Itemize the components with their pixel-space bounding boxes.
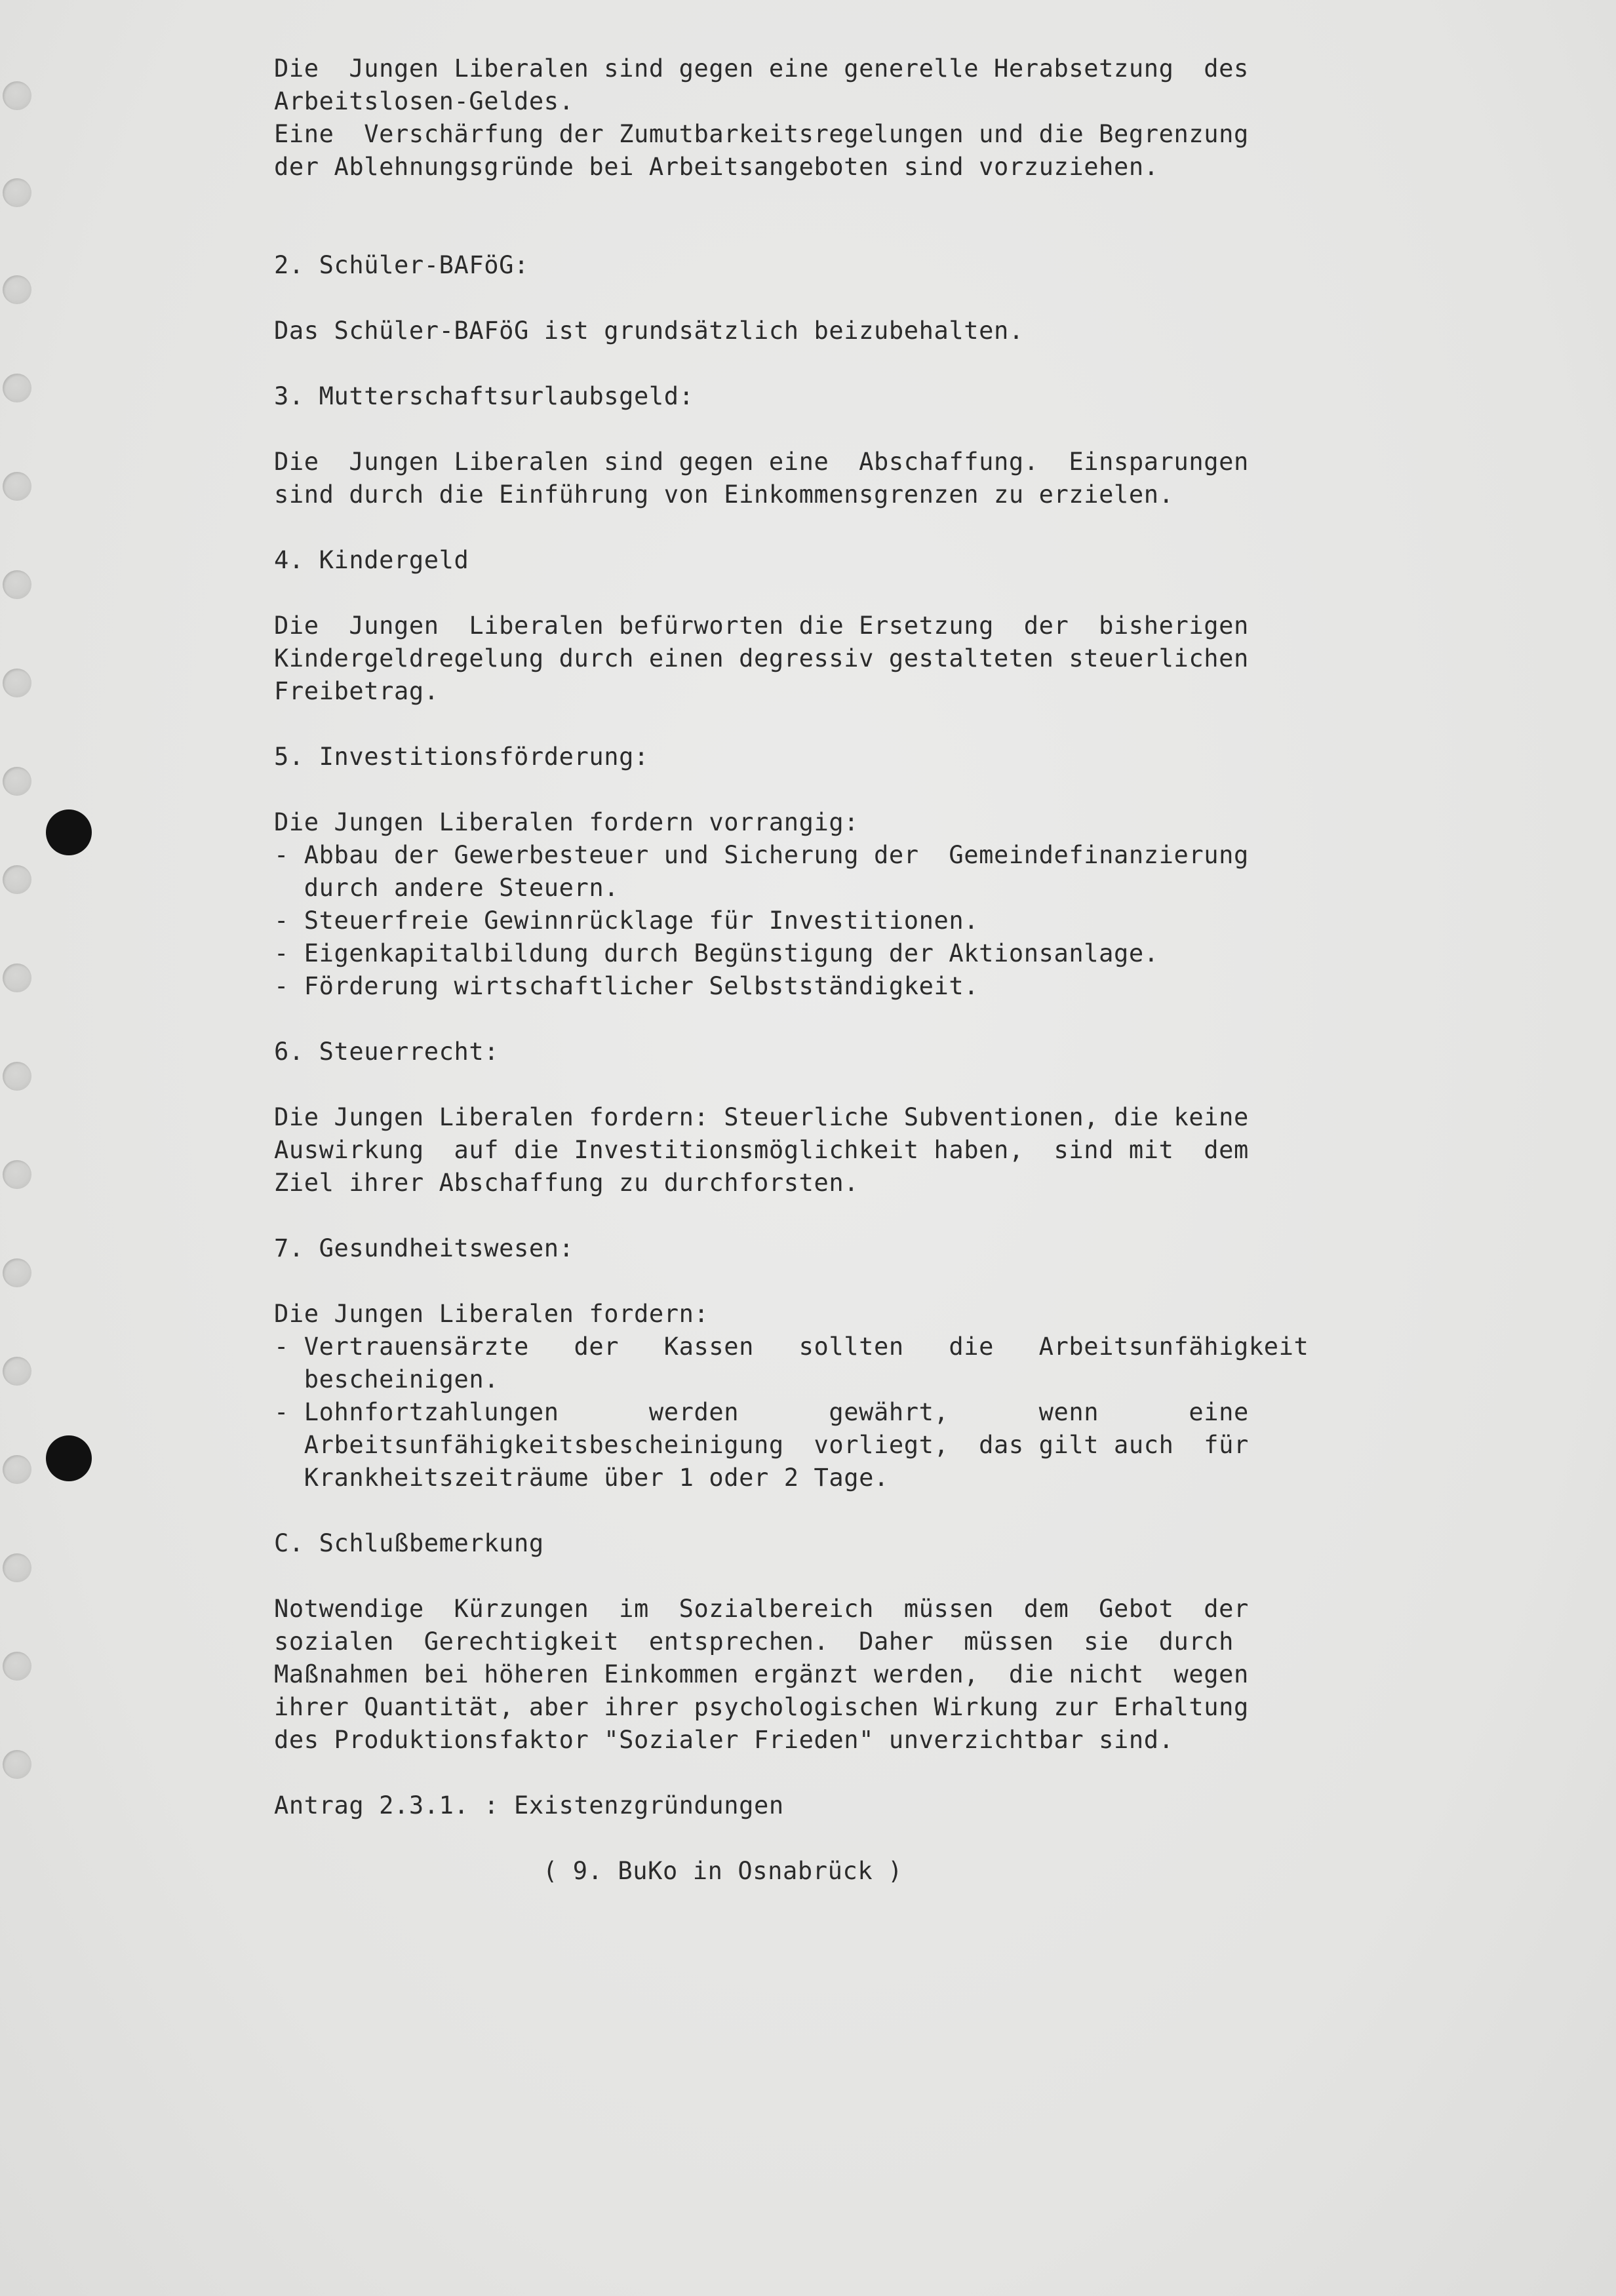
binder-hole — [3, 1357, 31, 1386]
list-item: - Eigenkapitalbildung durch Begünstigung der Aktionsanlage. — [274, 939, 1159, 967]
text-line: des Produktionsfaktor "Sozialer Frieden" unverzichtbar sind. — [274, 1726, 1174, 1754]
binder-hole — [3, 963, 31, 992]
list-item-continuation: bescheinigen. — [274, 1365, 500, 1393]
section-heading-kindergeld: 4. Kindergeld — [274, 546, 469, 574]
list-item: - Steuerfreie Gewinnrücklage für Investitionen. — [274, 906, 979, 935]
binder-hole — [3, 1160, 31, 1189]
binder-hole — [3, 178, 31, 207]
binder-hole — [3, 1652, 31, 1681]
list-item: - Abbau der Gewerbesteuer und Sicherung der Gemeindefinanzierung — [274, 841, 1249, 869]
list-item: - Vertrauensärzte der Kassen sollten die Arbeitsunfähigkeit — [274, 1333, 1309, 1361]
text-line: ihrer Quantität, aber ihrer psychologischen Wirkung zur Erhaltung — [274, 1693, 1249, 1721]
binder-hole — [3, 1258, 31, 1287]
binder-hole — [3, 472, 31, 501]
punch-hole — [46, 1435, 92, 1481]
binder-hole — [3, 767, 31, 796]
text-line: Die Jungen Liberalen fordern: — [274, 1300, 709, 1328]
binder-hole — [3, 1553, 31, 1582]
text-line: Notwendige Kürzungen im Sozialbereich müssen dem Gebot der — [274, 1595, 1249, 1623]
text-line: Die Jungen Liberalen fordern vorrangig: — [274, 808, 859, 836]
list-item-continuation: durch andere Steuern. — [274, 874, 620, 902]
binder-hole — [3, 669, 31, 697]
section-heading-schueler-bafoeg: 2. Schüler-BAFöG: — [274, 251, 529, 279]
text-line: Die Jungen Liberalen sind gegen eine Abschaffung. Einsparungen — [274, 448, 1249, 476]
text-line: Arbeitslosen-Geldes. — [274, 87, 574, 115]
section-heading-investitionsfoerderung: 5. Investitionsförderung: — [274, 743, 649, 771]
text-line: Auswirkung auf die Investitionsmöglichkeit haben, sind mit dem — [274, 1136, 1249, 1164]
binder-hole — [3, 81, 31, 110]
conference-note: ( 9. BuKo in Osnabrück ) — [543, 1857, 903, 1885]
binder-hole — [3, 275, 31, 304]
list-item-continuation: Krankheitszeiträume über 1 oder 2 Tage. — [274, 1464, 889, 1492]
text-line: sozialen Gerechtigkeit entsprechen. Daher müssen sie durch — [274, 1627, 1234, 1656]
section-heading-gesundheitswesen: 7. Gesundheitswesen: — [274, 1234, 574, 1262]
section-heading-steuerrecht: 6. Steuerrecht: — [274, 1038, 500, 1066]
binder-hole — [3, 1750, 31, 1779]
text-line: Die Jungen Liberalen sind gegen eine generelle Herabsetzung des — [274, 54, 1249, 83]
text-line: der Ablehnungsgründe bei Arbeitsangeboten sind vorzuziehen. — [274, 153, 1159, 181]
binder-hole — [3, 374, 31, 402]
binder-hole — [3, 865, 31, 894]
list-item: - Lohnfortzahlungen werden gewährt, wenn eine — [274, 1398, 1249, 1426]
list-item: - Förderung wirtschaftlicher Selbstständigkeit. — [274, 972, 979, 1000]
antrag-title: Antrag 2.3.1. : Existenzgründungen — [274, 1791, 784, 1819]
text-line: Die Jungen Liberalen befürworten die Ersetzung der bisherigen — [274, 612, 1249, 640]
binder-hole — [3, 1455, 31, 1484]
punch-hole — [46, 809, 92, 855]
text-line: Kindergeldregelung durch einen degressiv gestalteten steuerlichen — [274, 644, 1249, 672]
list-item-continuation: Arbeitsunfähigkeitsbescheinigung vorliegt, das gilt auch für — [274, 1431, 1249, 1459]
text-line: Eine Verschärfung der Zumutbarkeitsregelungen und die Begrenzung — [274, 120, 1249, 148]
text-line: Freibetrag. — [274, 677, 439, 705]
text-line: Die Jungen Liberalen fordern: Steuerliche Subventionen, die keine — [274, 1103, 1249, 1131]
section-heading-schlussbemerkung: C. Schlußbemerkung — [274, 1529, 544, 1557]
text-line: Das Schüler-BAFöG ist grundsätzlich beizubehalten. — [274, 317, 1024, 345]
text-line: Ziel ihrer Abschaffung zu durchforsten. — [274, 1169, 859, 1197]
binder-hole — [3, 570, 31, 599]
binder-hole — [3, 1062, 31, 1091]
paragraph-arbeitslosengeld — [274, 52, 1352, 184]
text-line: sind durch die Einführung von Einkommensgrenzen zu erzielen. — [274, 480, 1174, 509]
section-heading-mutterschaftsurlaubsgeld: 3. Mutterschaftsurlaubsgeld: — [274, 382, 694, 410]
text-line: Maßnahmen bei höheren Einkommen ergänzt werden, die nicht wegen — [274, 1660, 1249, 1688]
document-body — [274, 52, 1352, 1888]
